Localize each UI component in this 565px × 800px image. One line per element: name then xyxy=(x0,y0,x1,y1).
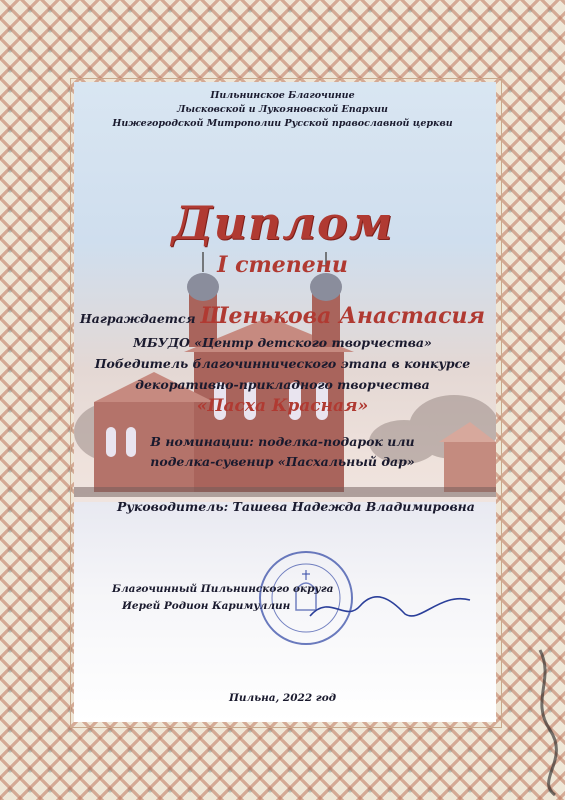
footer-place-date: Пильна, 2022 год xyxy=(228,692,337,704)
signatory-title: Благочинный Пильнинского округа xyxy=(112,583,334,595)
nomination-line-2: поделка-сувенир «Пасхальный дар» xyxy=(150,454,415,469)
supervisor: Руководитель: Ташева Надежда Владимировна xyxy=(117,499,475,514)
award-line xyxy=(0,303,565,329)
diploma-degree: I степени xyxy=(217,252,348,278)
diploma-title: Диплом xyxy=(171,196,394,250)
header-line-1: Пильнинское Благочиние xyxy=(210,90,355,101)
signatory-name: Иерей Родион Каримуллин xyxy=(122,600,291,612)
award-prefix: Награждается xyxy=(79,311,196,326)
recipient-name: Шенькова Анастасия xyxy=(200,303,486,329)
scan-artifact xyxy=(520,640,565,800)
header-line-2: Лысковской и Лукояновской Епархии xyxy=(177,104,388,115)
contest-name: «Пасха Красная» xyxy=(196,396,369,416)
institution: МБУДО «Центр детского творчества» xyxy=(133,335,432,350)
award-text-1: Победитель благочиннического этапа в конкурсе xyxy=(94,356,471,371)
header-line-3: Нижегородской Митрополии Русской православной церкви xyxy=(112,118,453,129)
award-text-2: декоративно-прикладного творчества xyxy=(135,377,430,392)
nomination-line-1: В номинации: поделка-подарок или xyxy=(150,434,415,449)
